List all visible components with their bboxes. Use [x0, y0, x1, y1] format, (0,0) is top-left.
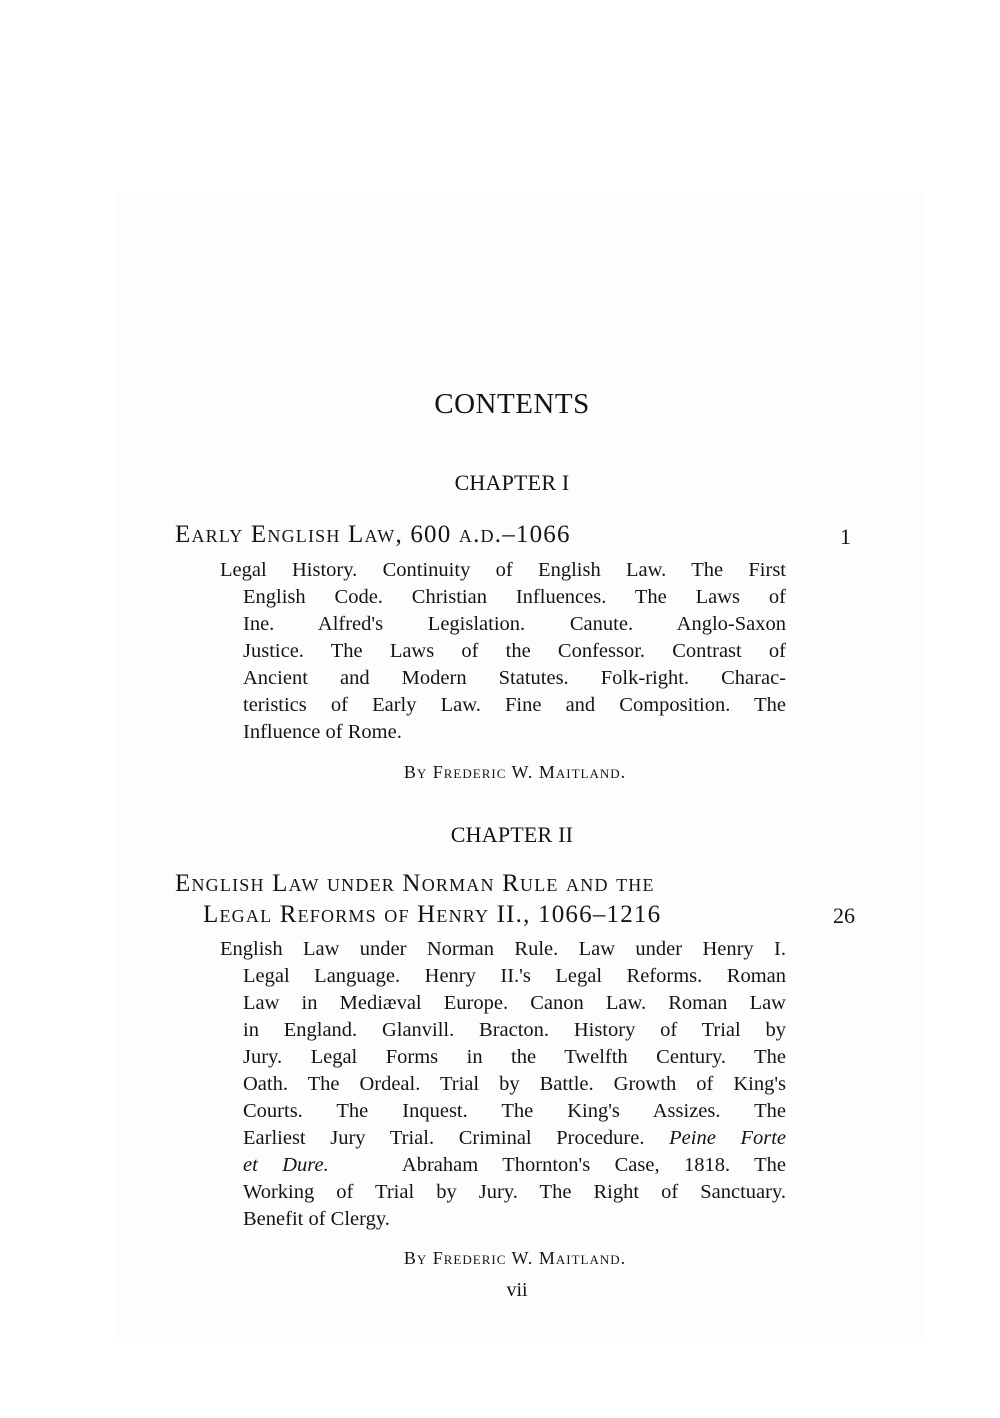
summary-line: English Code. Christian Influences. The Laws of — [243, 586, 786, 608]
summary-line: teristics of Early Law. Fine and Composition. The — [243, 694, 786, 716]
chapter-2-summary — [220, 936, 786, 1233]
summary-line: Ancient and Modern Statutes. Folk-right. Charac- — [243, 667, 786, 689]
chapter-2-author: By Frederic W. Maitland. — [403, 1248, 627, 1268]
chapter-1-summary — [220, 557, 786, 746]
summary-line-mixed — [220, 1152, 786, 1179]
summary-line: Benefit of Clergy. — [243, 1208, 390, 1230]
chapter-1-page-number: 1 — [840, 524, 851, 549]
chapter-2-page-number: 26 — [833, 903, 855, 928]
summary-line: Working of Trial by Jury. The Right of Sanctuary. — [243, 1181, 786, 1203]
summary-line: English Law under Norman Rule. Law under Henry I. — [220, 938, 786, 960]
summary-line: in England. Glanvill. Bracton. History of Trial by — [243, 1019, 786, 1041]
summary-line: Law in Mediæval Europe. Canon Law. Roman Law — [243, 992, 786, 1014]
contents-heading: CONTENTS — [434, 388, 590, 420]
summary-line-mixed — [220, 1125, 786, 1152]
summary-line: Justice. The Laws of the Confessor. Contrast of — [243, 640, 786, 662]
chapter-1-author: By Frederic W. Maitland. — [403, 762, 627, 782]
summary-italic-text: Peine Forte — [669, 1127, 786, 1149]
summary-line: Oath. The Ordeal. Trial by Battle. Growth of King's — [243, 1073, 786, 1095]
summary-line: Legal History. Continuity of English Law. The First — [220, 559, 786, 581]
summary-line: Courts. The Inquest. The King's Assizes. The — [243, 1100, 786, 1122]
summary-text: Abraham Thornton's Case, 1818. The — [401, 1154, 787, 1176]
summary-text: Earliest Jury Trial. Criminal Procedure. — [243, 1127, 645, 1149]
chapter-2-label: CHAPTER II — [450, 822, 574, 847]
summary-line: Jury. Legal Forms in the Twelfth Century. The — [243, 1046, 786, 1068]
chapter-1-label: CHAPTER I — [454, 470, 570, 495]
summary-line: Ine. Alfred's Legislation. Canute. Anglo-Saxon — [243, 613, 786, 635]
summary-line: Legal Language. Henry II.'s Legal Reforms. Roman — [243, 965, 786, 987]
summary-line: Influence of Rome. — [243, 721, 402, 743]
chapter-1-title: Early English Law, 600 a.d.–1066 — [175, 521, 571, 548]
page-folio: vii — [506, 1279, 528, 1301]
summary-italic-text: et Dure. — [243, 1154, 329, 1176]
chapter-2-title-line-1: English Law under Norman Rule and the — [175, 870, 655, 897]
chapter-2-title-line-2: Legal Reforms of Henry II., 1066–1216 — [203, 901, 662, 928]
